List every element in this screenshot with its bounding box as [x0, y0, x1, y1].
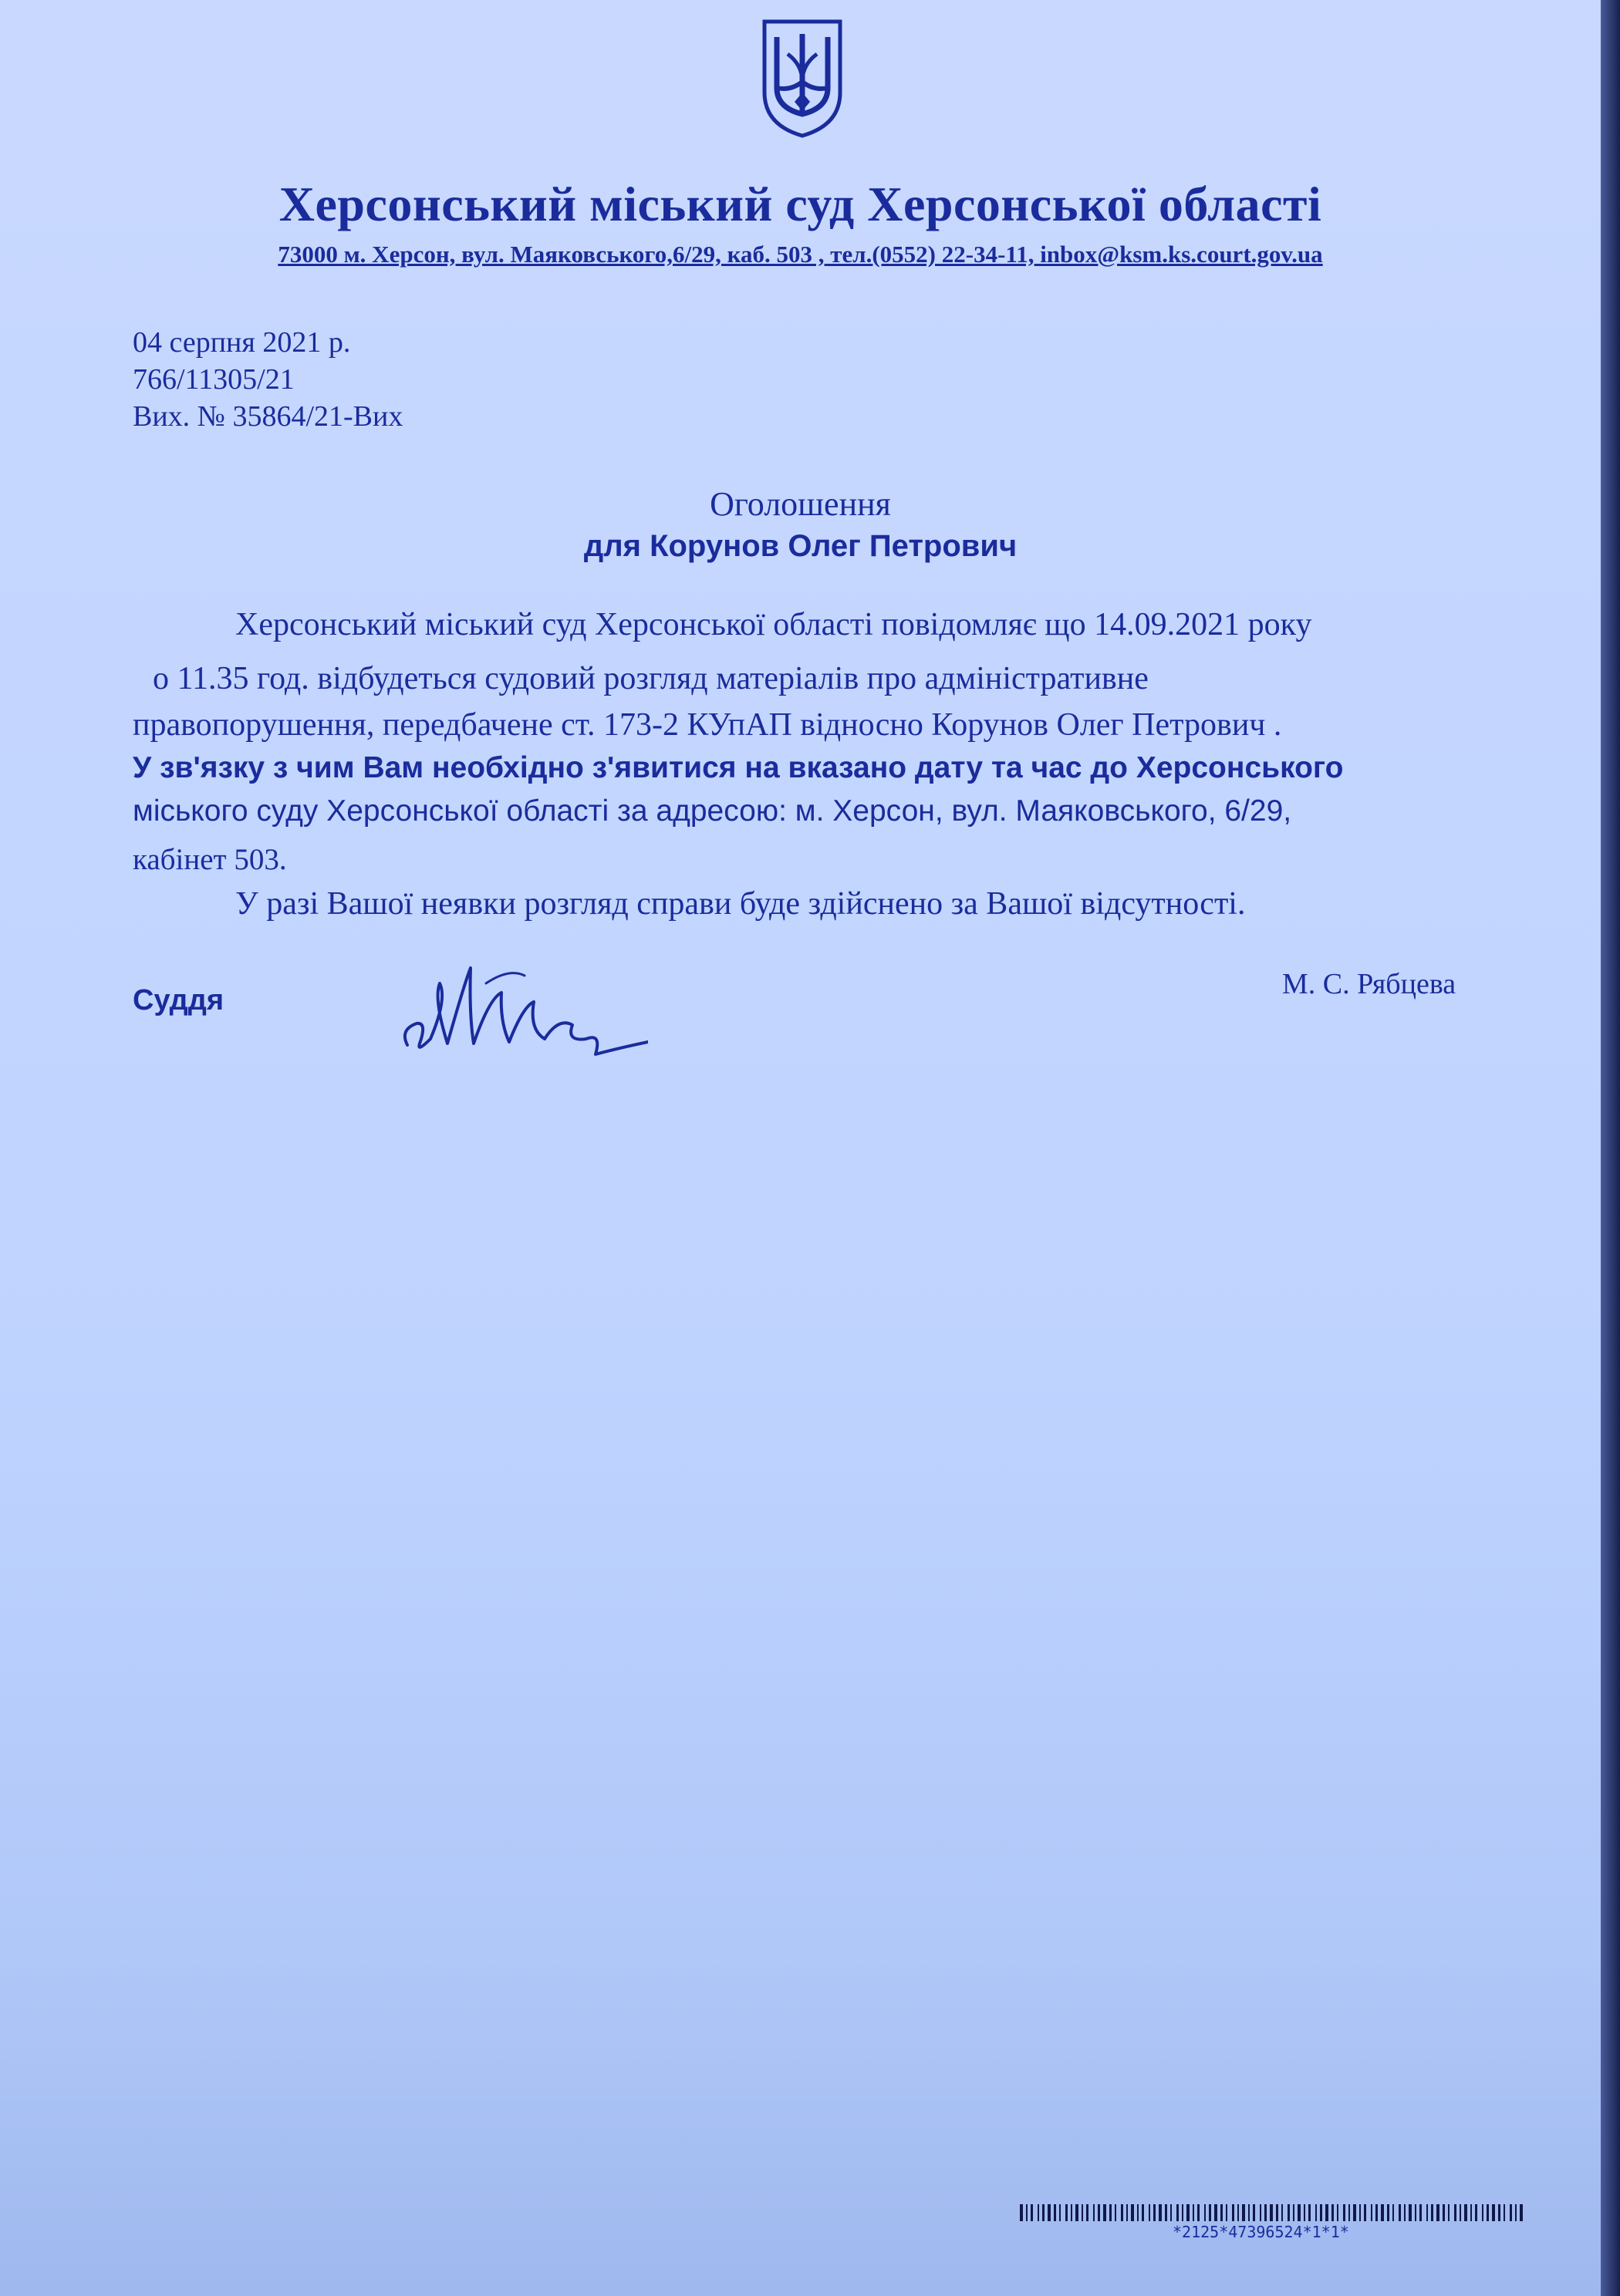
judge-label: Суддя — [133, 984, 224, 1017]
trident-emblem-icon — [760, 17, 845, 139]
handwritten-signature — [393, 952, 648, 1068]
judge-name: М. С. Рябцева — [1282, 968, 1456, 1000]
case-number: 766/11305/21 — [133, 363, 295, 396]
background-edge — [1601, 0, 1620, 2296]
outgoing-number: Вих. № 35864/21-Вих — [133, 400, 403, 433]
addressee: для Корунов Олег Петрович — [583, 529, 1018, 563]
body-line: міського суду Херсонської області за адресою: м. Херсон, вул. Маяковського, 6/29, — [133, 794, 1292, 828]
barcode — [1020, 2204, 1529, 2221]
body-line: Херсонський міський суд Херсонської області повідомляє що 14.09.2021 року — [235, 607, 1312, 642]
body-line: У разі Вашої неявки розгляд справи буде здійснено за Вашої відсутності. — [235, 886, 1246, 922]
body-line: правопорушення, передбачене ст. 173-2 КУпАП відносно Корунов Олег Петрович . — [133, 707, 1282, 743]
body-line: У зв'язку з чим Вам необхідно з'явитися на вказано дату та час до Херсонського — [133, 751, 1344, 784]
document-date: 04 серпня 2021 р. — [133, 326, 351, 359]
document-heading: Оголошення — [710, 485, 891, 523]
barcode-text: *2125*47396524*1*1* — [1173, 2223, 1349, 2241]
document-meta — [133, 324, 403, 435]
court-address: 73000 м. Херсон, вул. Маяковського,6/29, каб. 503 , тел.(0552) 22-34-11, inbox@ksm.ks.court.gov.ua — [278, 241, 1323, 268]
body-line: кабінет 503. — [133, 843, 287, 876]
court-title: Херсонський міський суд Херсонської області — [278, 177, 1322, 231]
body-line: о 11.35 год. відбудеться судовий розгляд матеріалів про адміністративне — [153, 661, 1149, 696]
